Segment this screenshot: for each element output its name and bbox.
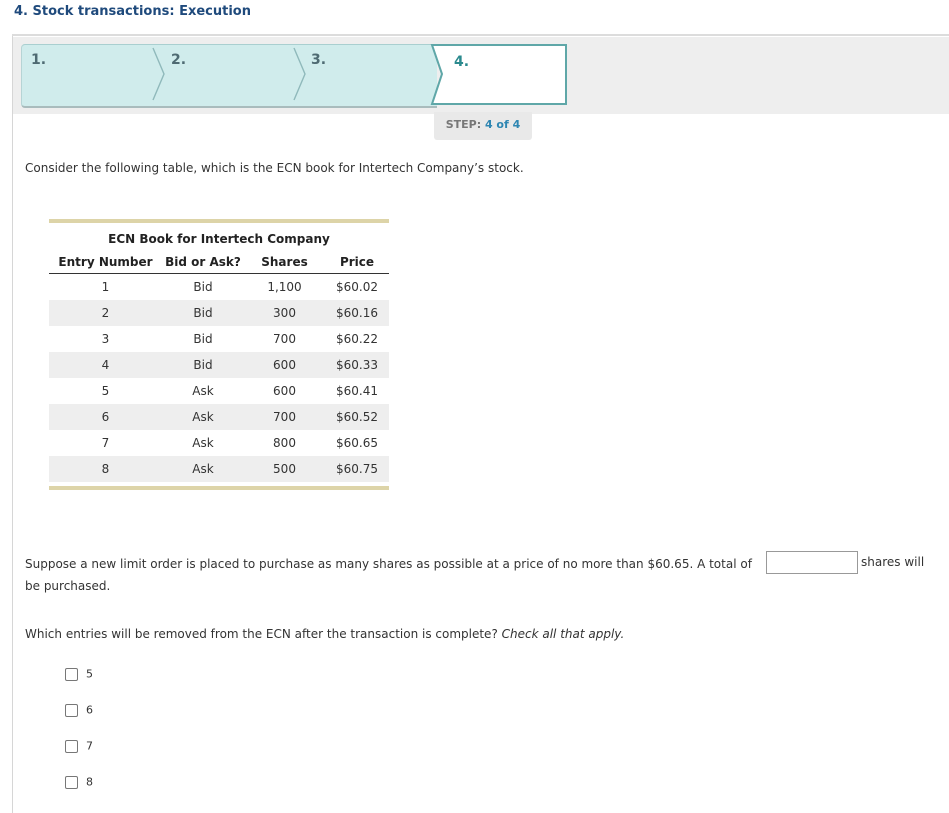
bid-ask-cell: Bid bbox=[162, 352, 244, 378]
price-cell: $60.52 bbox=[325, 404, 389, 430]
shares-cell: 700 bbox=[273, 332, 296, 346]
table-row bbox=[49, 456, 389, 482]
shares-purchased-input[interactable] bbox=[766, 551, 858, 574]
shares-cell: 300 bbox=[244, 300, 325, 326]
question-1-line-2: be purchased. bbox=[25, 579, 111, 593]
question-2-instruction: Check all that apply. bbox=[501, 627, 625, 641]
intro-text: Consider the following table, which is the ECN book for Intertech Company’s stock. bbox=[25, 161, 524, 175]
shares-cell: 600 bbox=[244, 352, 325, 378]
table-top-bar bbox=[49, 219, 389, 223]
page-title: 4. Stock transactions: Execution bbox=[14, 4, 251, 19]
table-caption: ECN Book for Intertech Company bbox=[108, 232, 330, 246]
option-entry-6[interactable] bbox=[65, 703, 93, 717]
price-cell: $60.33 bbox=[325, 352, 389, 378]
chevron-separator-icon bbox=[292, 46, 308, 102]
shares-cell: 1,100 bbox=[267, 280, 302, 294]
bid-ask-cell: Bid bbox=[162, 300, 244, 326]
price-cell: $60.16 bbox=[325, 300, 389, 326]
option-entry-7[interactable] bbox=[65, 739, 93, 753]
table-row bbox=[49, 326, 389, 352]
bid-ask-cell: Bid bbox=[193, 332, 213, 346]
current-step-shape bbox=[430, 44, 568, 106]
table-row bbox=[49, 352, 389, 378]
bid-ask-cell: Ask bbox=[162, 404, 244, 430]
step-indicator bbox=[434, 112, 532, 140]
ecn-book-table bbox=[49, 251, 389, 482]
price-cell: $60.41 bbox=[336, 384, 378, 398]
price-cell: $60.65 bbox=[336, 436, 378, 450]
header-bid-or-ask: Bid or Ask? bbox=[162, 251, 244, 274]
question-2-prompt: Which entries will be removed from the ECN after the transaction is complete? bbox=[25, 627, 498, 641]
step-indicator-prefix: STEP: bbox=[445, 118, 485, 131]
checkbox-icon[interactable] bbox=[65, 776, 78, 789]
option-entry-5[interactable] bbox=[65, 667, 93, 681]
header-entry-number: Entry Number bbox=[49, 251, 162, 274]
entry-number-cell: 2 bbox=[49, 300, 162, 326]
question-1-text: Suppose a new limit order is placed to purchase as many shares as possible at a price of no more than $60.65. A total of bbox=[25, 557, 752, 571]
table-row bbox=[49, 274, 389, 301]
checkbox-icon[interactable] bbox=[65, 704, 78, 717]
option-label: 7 bbox=[86, 739, 93, 753]
step-1-tab[interactable]: 1. bbox=[31, 52, 47, 68]
checkbox-icon[interactable] bbox=[65, 668, 78, 681]
step-4-label: 4. bbox=[454, 54, 470, 70]
bid-ask-cell: Ask bbox=[162, 456, 244, 482]
shares-cell: 800 bbox=[273, 436, 296, 450]
step-4-tab[interactable] bbox=[430, 44, 568, 106]
entry-number-cell: 4 bbox=[49, 352, 162, 378]
step-3-tab[interactable]: 3. bbox=[311, 52, 327, 68]
entry-number-cell: 8 bbox=[49, 456, 162, 482]
price-cell: $60.22 bbox=[336, 332, 378, 346]
table-row bbox=[49, 300, 389, 326]
table-row bbox=[49, 378, 389, 404]
checkbox-icon[interactable] bbox=[65, 740, 78, 753]
option-label: 8 bbox=[86, 775, 93, 789]
shares-cell: 700 bbox=[244, 404, 325, 430]
price-cell: $60.02 bbox=[336, 280, 378, 294]
price-cell: $60.75 bbox=[325, 456, 389, 482]
entry-number-cell: 6 bbox=[49, 404, 162, 430]
entry-number-cell: 5 bbox=[101, 384, 110, 398]
bid-ask-cell: Ask bbox=[192, 436, 214, 450]
shares-cell: 500 bbox=[244, 456, 325, 482]
table-bottom-bar bbox=[49, 486, 389, 490]
ecn-table-container bbox=[49, 219, 389, 490]
option-entry-8[interactable] bbox=[65, 775, 93, 789]
question-1-tail: shares will bbox=[861, 555, 925, 569]
option-label: 6 bbox=[86, 703, 93, 717]
step-2-tab[interactable]: 2. bbox=[171, 52, 187, 68]
steps-bar bbox=[21, 44, 437, 108]
bid-ask-cell: Ask bbox=[192, 384, 214, 398]
entry-number-cell: 1 bbox=[101, 280, 110, 294]
header-shares: Shares bbox=[244, 251, 325, 274]
chevron-separator-icon bbox=[151, 46, 167, 102]
option-label: 5 bbox=[86, 667, 93, 681]
table-row bbox=[49, 430, 389, 456]
entry-number-cell: 3 bbox=[101, 332, 110, 346]
entry-number-cell: 7 bbox=[101, 436, 110, 450]
shares-cell: 600 bbox=[273, 384, 296, 398]
question-2-text bbox=[25, 624, 624, 644]
bid-ask-cell: Bid bbox=[193, 280, 213, 294]
step-indicator-current: 4 of 4 bbox=[484, 118, 521, 131]
header-price: Price bbox=[325, 251, 389, 274]
table-row bbox=[49, 404, 389, 430]
